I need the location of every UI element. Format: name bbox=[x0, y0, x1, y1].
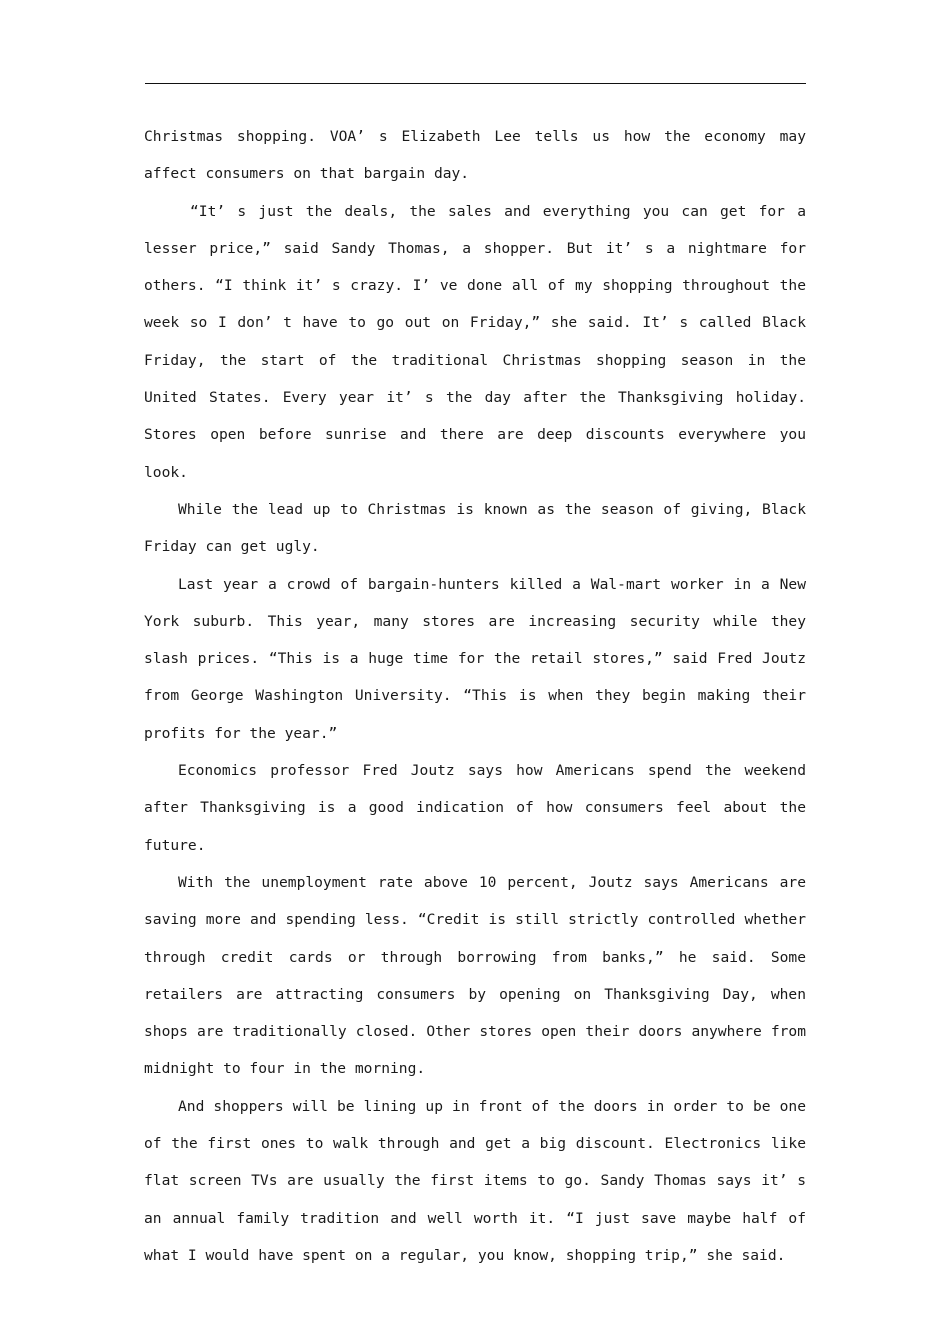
paragraph: And shoppers will be lining up in front of the doors in order to be one of the first ones to walk through and get a big discount. Electronics like flat screen TVs are usually the first items to go. Sandy Thomas says it’ s an annual family tradition and well worth it. “I just save maybe half of what I would have spent on a regular, you know, shopping trip,” she said. bbox=[144, 1097, 806, 1264]
paragraph: Last year a crowd of bargain-hunters killed a Wal-mart worker in a New York suburb. This year, many stores are increasing security while they slash prices. “This is a huge time for the retail stores,” said Fred Joutz from George Washington University. “This is when they begin making their profits for the year.” bbox=[144, 575, 806, 742]
header-rule bbox=[145, 83, 806, 84]
article-body bbox=[144, 118, 806, 1274]
paragraph: Economics professor Fred Joutz says how Americans spend the weekend after Thanksgiving is a good indication of how consumers feel about the future. bbox=[144, 762, 806, 854]
paragraph: With the unemployment rate above 10 percent, Joutz says Americans are saving more and spending less. “Credit is still strictly controlled whether through credit cards or through borrowing from banks,” he said. Some retailers are attracting consumers by opening on Thanksgiving Day, when shops are traditionally closed. Other stores open their doors anywhere from midnight to four in the morning. bbox=[144, 873, 806, 1078]
paragraph: “It’ s just the deals, the sales and everything you can get for a lesser price,” said Sandy Thomas, a shopper. But it’ s a nightmare for others. “I think it’ s crazy. I’ ve done all of my shopping throughout the week so I don’ t have to go out on Friday,” she said. It’ s called Black Friday, the start of the traditional Christmas shopping season in the United States. Every year it’ s the day after the Thanksgiving holiday. Stores open before sunrise and there are deep discounts everywhere you look. bbox=[144, 202, 806, 481]
paragraph-continuation: Christmas shopping. VOA’ s Elizabeth Lee tells us how the economy may affect consumers on that bargain day. bbox=[144, 128, 806, 183]
paragraph: While the lead up to Christmas is known as the season of giving, Black Friday can get ugly. bbox=[144, 500, 806, 556]
